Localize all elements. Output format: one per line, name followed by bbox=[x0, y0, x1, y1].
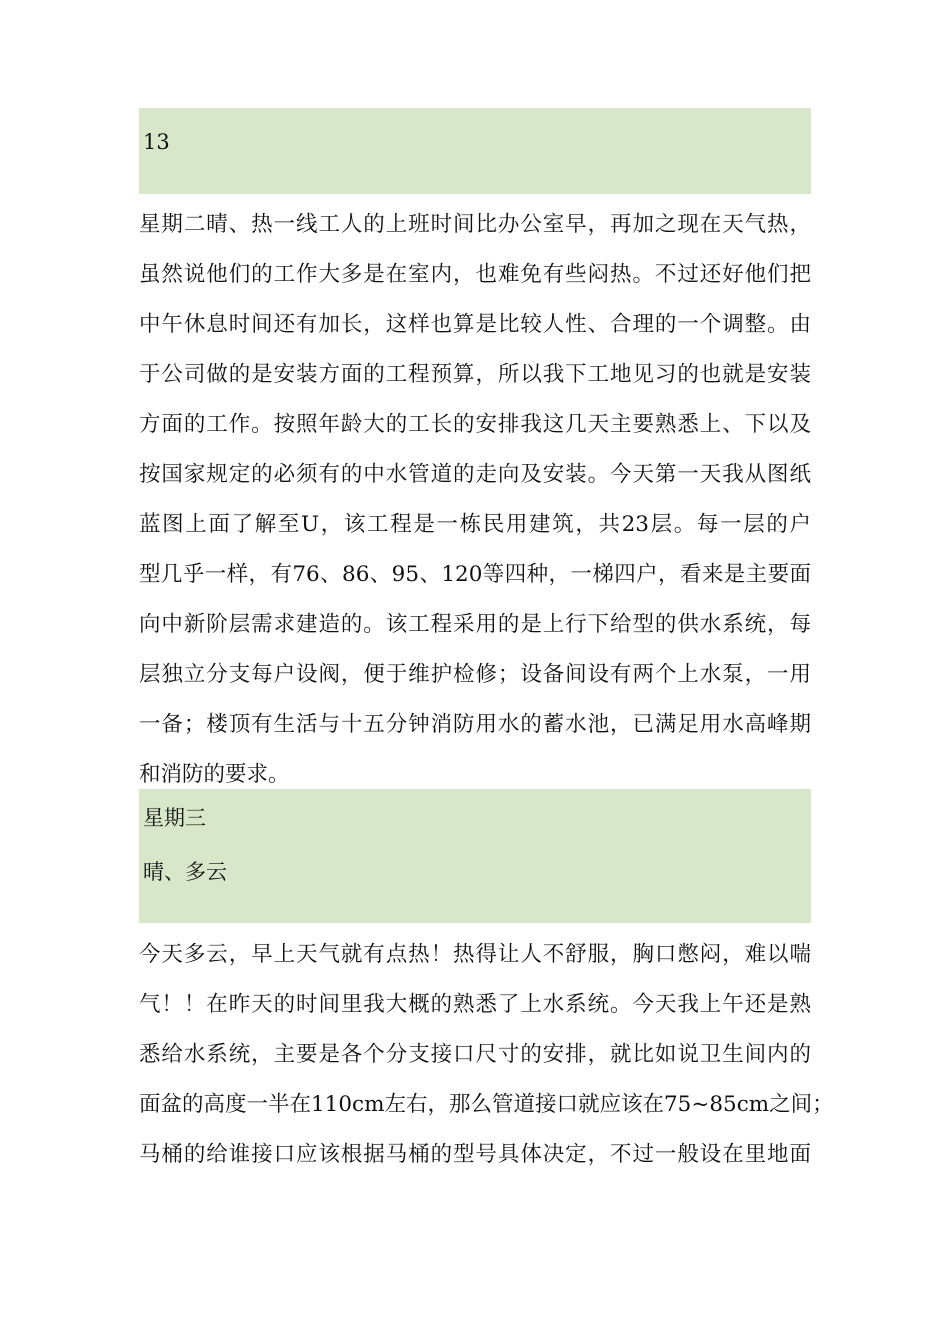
paragraph-line: 和消防的要求。 bbox=[139, 762, 290, 787]
paragraph-line: 气！！在昨天的时间里我大概的熟悉了上水系统。今天我上午还是熟 bbox=[139, 992, 811, 1017]
paragraph-line: 马桶的给谁接口应该根据马桶的型号具体决定，不过一般设在里地面 bbox=[139, 1142, 811, 1167]
weather-label: 晴、多云 bbox=[143, 860, 227, 884]
paragraph-line: 虽然说他们的工作大多是在室内，也难免有些闷热。不过还好他们把 bbox=[139, 262, 811, 287]
paragraph-line: 层独立分支每户设阀，便于维护检修；设备间设有两个上水泵，一用 bbox=[139, 662, 811, 687]
paragraph-line: 今天多云，早上天气就有点热！热得让人不舒服，胸口憋闷，难以喘 bbox=[139, 942, 811, 967]
day-number: 13 bbox=[143, 130, 170, 154]
paragraph-line: 向中新阶层需求建造的。该工程采用的是上行下给型的供水系统，每 bbox=[139, 612, 811, 637]
paragraph-line: 中午休息时间还有加长，这样也算是比较人性、合理的一个调整。由 bbox=[139, 312, 811, 337]
diary-paragraph-1 bbox=[139, 200, 811, 800]
paragraph-line: 悉给水系统，主要是各个分支接口尺寸的安排，就比如说卫生间内的 bbox=[139, 1042, 811, 1067]
weekday-label: 星期三 bbox=[143, 806, 206, 830]
paragraph-line: 蓝图上面了解至U，该工程是一栋民用建筑，共23层。每一层的户 bbox=[139, 512, 811, 537]
diary-paragraph-2 bbox=[139, 930, 834, 1180]
paragraph-line: 面盆的高度一半在110cm左右，那么管道接口就应该在75~85cm之间； bbox=[139, 1092, 834, 1117]
paragraph-line: 方面的工作。按照年龄大的工长的安排我这几天主要熟悉上、下以及 bbox=[139, 412, 811, 437]
paragraph-line: 按国家规定的必须有的中水管道的走向及安装。今天第一天我从图纸 bbox=[139, 462, 811, 487]
paragraph-line: 于公司做的是安装方面的工程预算，所以我下工地见习的也就是安装 bbox=[139, 362, 811, 387]
paragraph-line: 一备；楼顶有生活与十五分钟消防用水的蓄水池，已满足用水高峰期 bbox=[139, 712, 811, 737]
day-header-band bbox=[139, 108, 811, 194]
paragraph-line: 星期二晴、热一线工人的上班时间比办公室早，再加之现在天气热， bbox=[139, 212, 811, 237]
paragraph-line: 型几乎一样，有76、86、95、120等四种，一梯四户，看来是主要面 bbox=[139, 562, 811, 587]
day-header-band bbox=[139, 789, 811, 923]
